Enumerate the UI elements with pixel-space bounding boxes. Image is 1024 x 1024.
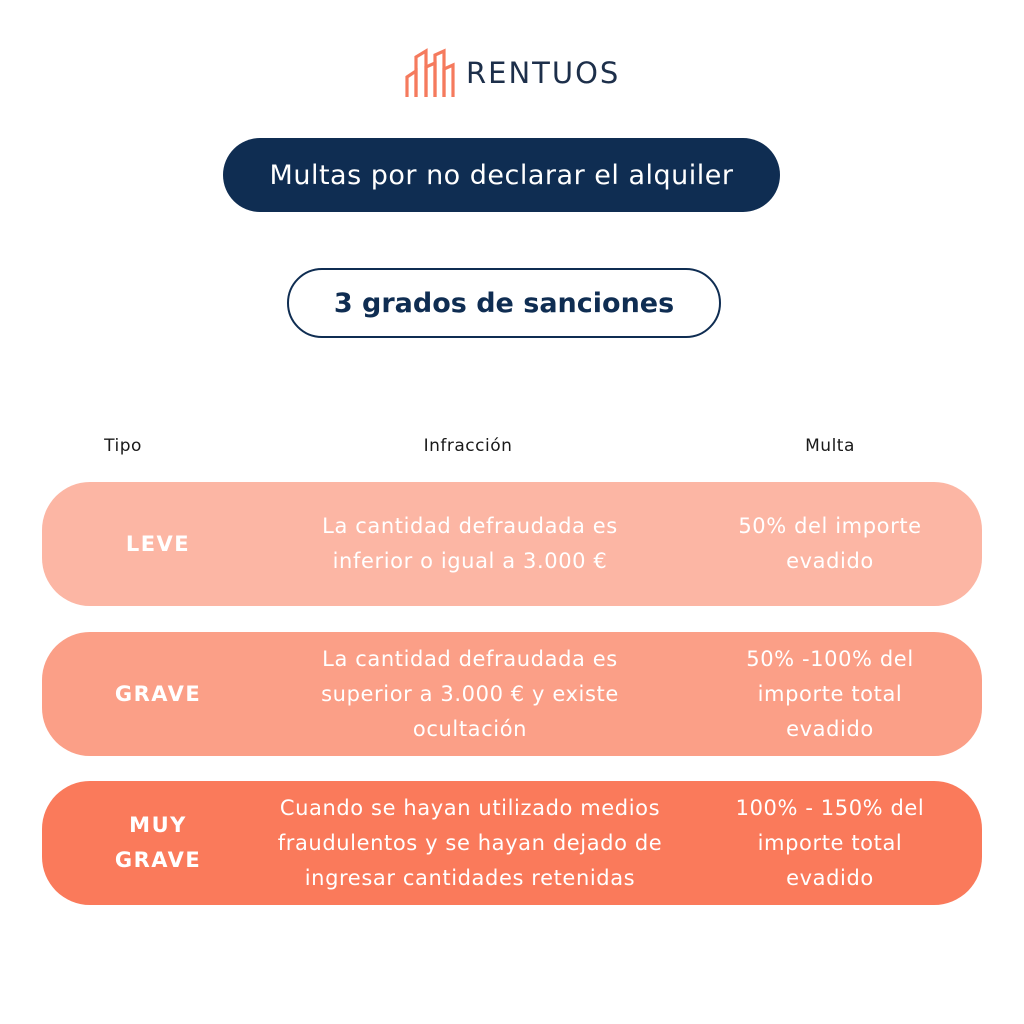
page-subtitle: 3 grados de sanciones (287, 268, 721, 338)
sanction-type: MUY GRAVE (114, 813, 202, 872)
brand-logo (404, 46, 620, 100)
sanction-infraction: Cuando se hayan utilizado medios fraudulentos y se hayan dejado de ingresar cantidades retenidas (277, 795, 663, 890)
column-header-tipo: Tipo (104, 436, 142, 456)
brand-name: RENTUOS (466, 56, 621, 90)
sanction-infraction: La cantidad defraudada es superior a 3.000 € y existe ocultación (321, 646, 619, 741)
sanction-type: GRAVE (114, 681, 202, 706)
column-header-infraccion: Infracción (423, 436, 513, 456)
sanction-type: LEVE (125, 531, 191, 556)
sanction-fine: 50% del importe evadido (738, 514, 922, 573)
sanction-fine: 50% -100% del importe total evadido (746, 646, 914, 741)
page-title: Multas por no declarar el alquiler (223, 138, 780, 212)
building-bars-icon (404, 47, 456, 99)
sanction-fine: 100% - 150% del importe total evadido (735, 795, 925, 890)
sanction-row-leve (42, 482, 982, 606)
sanction-infraction: La cantidad defraudada es inferior o igual a 3.000 € (322, 514, 618, 573)
column-header-multa: Multa (805, 436, 855, 456)
sanction-row-grave (42, 632, 982, 756)
sanction-row-muy-grave (42, 781, 982, 905)
